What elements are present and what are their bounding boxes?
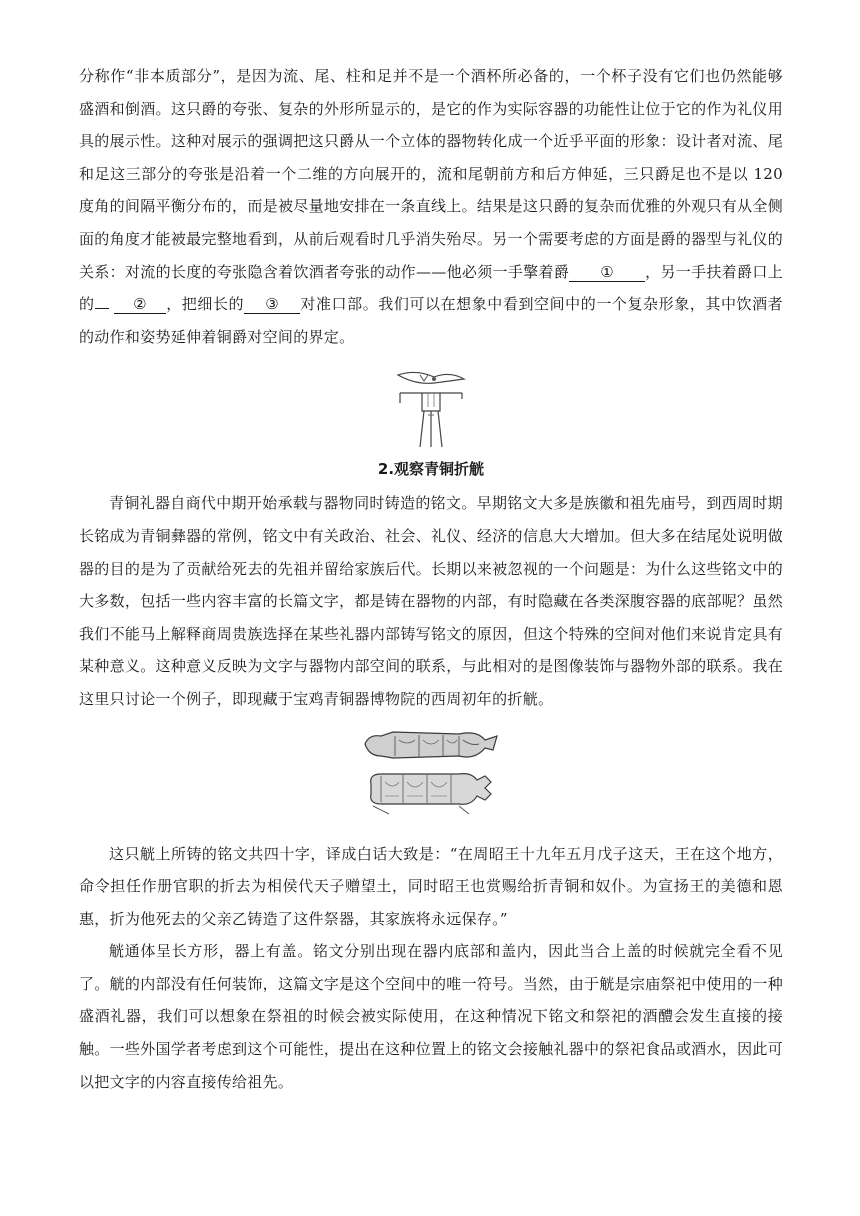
bronze-gong-vessel-illustration (359, 726, 503, 830)
bronze-jue-illustration (394, 367, 468, 449)
paragraph-text: 分称作“非本质部分”，是因为流、尾、柱和足并不是一个酒杯所必备的，一个杯子没有它们也仍然能够盛酒和倒酒。这只爵的夸张、复杂的外形所显示的，是它的作为实际容器的功能性让位于它的作为礼仪用具的展示性。这种对展示的强调把这只爵从一个立体的器物转化成一个近乎平面的形象：设计者对流、尾和足这三部分的夸张是沿着一个二维的方向展开的，流和尾朝前方和后方伸延，三只爵足也不是以 120 度角的间隔平衡分布的，而是被尽量地安排在一条直线上。结果是这只爵的复杂而优雅的外观只有从全侧面的角度才能被最完整地看到，从前后观看时几乎消失殆尽。另一个需要考虑的方面是爵的器型与礼仪的关系：对流的长度的夸张隐含着饮酒者夸张的动作——他必须一手擎着爵 (79, 67, 783, 281)
paragraph-inscriptions: 青铜礼器自商代中期开始承载与器物同时铸造的铭文。早期铭文大多是族徽和祖先庙号，到西周时期长铭成为青铜彝器的常例，铭文中有关政治、社会、礼仪、经济的信息大大增加。但大多在结尾处说明做器的目的是为了贡献给死去的先祖并留给家族后代。长期以来被忽视的一个问题是：为什么这些铭文中的大多数，包括一些内容丰富的长篇文字，都是铸在器物的内部，有时隐藏在各类深腹容器的底部呢？虽然我们不能马上解释商周贵族选择在某些礼器内部铸写铭文的原因，但这个特殊的空间对他们来说肯定具有某种意义。这种意义反映为文字与器物内部空间的联系，与此相对的是图像装饰与器物外部的联系。我在这里只讨论一个例子，即现藏于宝鸡青铜器博物院的西周初年的折觥。 (79, 494, 783, 708)
paragraph-gong-inscription: 这只觥上所铸的铭文共四十字，译成白话大致是：“在周昭王十九年五月戊子这天，王在这个地方，命令担任作册官职的折去为相侯代天子赠望土，同时昭王也赏赐给折青铜和奴仆。为宣扬王的美德和恩惠，折为他死去的父亲乙铸造了这件祭器，其家族将永远保存。” (79, 844, 783, 928)
paragraph-text: ，另一手扶着爵口上的 (79, 262, 783, 314)
paragraph-jue-vessel (79, 60, 783, 353)
document-page (79, 60, 783, 1098)
fill-blank-1[interactable]: ① (569, 263, 645, 282)
section-heading: 2.观察青铜折觥 (377, 460, 485, 479)
fill-blank-3[interactable]: ③ (244, 295, 300, 314)
paragraph-text: ，把细长的 (165, 295, 245, 314)
fill-blank-line (95, 308, 109, 309)
fill-blank-2[interactable]: ② (114, 295, 166, 314)
paragraph-gong-shape: 觥通体呈长方形，器上有盖。铭文分别出现在器内底部和盖内，因此当合上盖的时候就完全看不见了。觥的内部没有任何装饰，这篇文字是这个空间中的唯一符号。当然，由于觥是宗庙祭祀中使用的一种盛酒礼器，我们可以想象在祭祖的时候会被实际使用，在这种情况下铭文和祭祀的酒醴会发生直接的接触。一些外国学者考虑到这个可能性，提出在这种位置上的铭文会接触礼器中的祭祀食品或酒水，因此可以把文字的内容直接传给祖先。 (79, 942, 783, 1091)
paragraph-text: 对准口部。我们可以在想象中看到空间中的一个复杂形象，其中饮酒者的动作和姿势延伸着铜爵对空间的界定。 (79, 295, 783, 346)
